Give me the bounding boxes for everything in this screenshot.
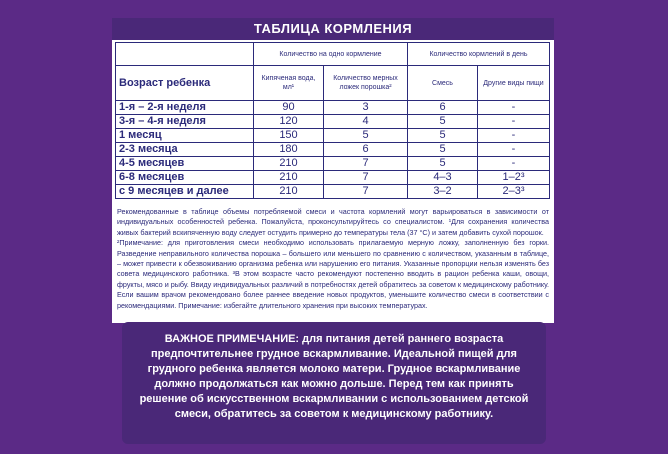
cell-other: - [478, 115, 550, 129]
header-other-food: Другие виды пищи [478, 66, 550, 101]
cell-age: 1 месяц [116, 129, 254, 143]
table-row [116, 101, 550, 115]
table-row [116, 171, 550, 185]
table-header-row [116, 66, 550, 101]
cell-age: 2-3 месяца [116, 143, 254, 157]
table-row [116, 157, 550, 171]
cell-formula: 5 [408, 143, 478, 157]
cell-water: 150 [254, 129, 324, 143]
page-title: ТАБЛИЦА КОРМЛЕНИЯ [112, 18, 554, 40]
cell-water: 210 [254, 157, 324, 171]
table-group-header-row [116, 43, 550, 66]
cell-other: - [478, 143, 550, 157]
cell-formula: 5 [408, 157, 478, 171]
cell-age: 4-5 месяцев [116, 157, 254, 171]
cell-other: 2–3³ [478, 185, 550, 199]
header-per-day: Количество кормлений в день [408, 43, 550, 66]
header-water: Кипяченая вода, мл¹ [254, 66, 324, 101]
table-row [116, 185, 550, 199]
header-formula: Смесь [408, 66, 478, 101]
cell-formula: 4–3 [408, 171, 478, 185]
cell-water: 90 [254, 101, 324, 115]
cell-age: 6-8 месяцев [116, 171, 254, 185]
cell-spoons: 4 [324, 115, 408, 129]
cell-other: 1–2³ [478, 171, 550, 185]
cell-other: - [478, 129, 550, 143]
cell-age: 3-я – 4-я неделя [116, 115, 254, 129]
header-per-feeding: Количество на одно кормление [254, 43, 408, 66]
table-row [116, 115, 550, 129]
cell-other: - [478, 157, 550, 171]
cell-spoons: 3 [324, 101, 408, 115]
cell-age: 1-я – 2-я неделя [116, 101, 254, 115]
table-row [116, 129, 550, 143]
cell-formula: 3–2 [408, 185, 478, 199]
cell-spoons: 5 [324, 129, 408, 143]
cell-spoons: 6 [324, 143, 408, 157]
cell-water: 210 [254, 171, 324, 185]
cell-spoons: 7 [324, 171, 408, 185]
cell-other: - [478, 101, 550, 115]
footnote-paragraph-1: Рекомендованные в таблице объемы потребляемой смеси и частота кормлений могут варьироваться в зависимости от индивидуальных особенностей ребенка. Пожалуйста, проконсультируйтесь со специалистом. ¹Для сохранения количества живых бактерий вскипяченную воду следует остудить примерно до температуры тела (37 °C) и затем добавить сухой порошок. [117, 207, 549, 237]
header-spoons: Количество мерных ложек порошка² [324, 66, 408, 101]
important-note-text: ВАЖНОЕ ПРИМЕЧАНИЕ: для питания детей раннего возраста предпочтительнее грудное вскармливание. Идеальной пищей для грудного ребенка является молоко матери. Грудное вскармливание должно продолжаться как можно дольше. Перед тем как принять решение об искусственном вскармливании с использованием детской смеси, обратитесь за советом к медицинскому работнику. [139, 333, 529, 420]
cell-water: 120 [254, 115, 324, 129]
header-age: Возраст ребенка [116, 66, 254, 101]
cell-age: с 9 месяцев и далее [116, 185, 254, 199]
footnote-paragraph-2: ²Примечание: для приготовления смеси необходимо использовать прилагаемую мерную ложку, заполненную без горки. Разведение неправильного количества порошка – большего или меньшего по сравнению с количеством, указанным в таблице, – может привести к обезвоживанию организма ребенка или нарушению его питания. Указанные пропорции нельзя изменять без совета медицинского работника. ³В этом возрасте часто рекомендуют постепенно вводить в рацион ребенка каши, овощи, фрукты, мясо и рыбу. Ввиду индивидуальных различий в потребностях детей обратитесь за советом к медицинскому работнику. Если вашим врачом рекомендовано более раннее введение новых продуктов, уменьшите количество смеси в соответствии с рекомендациями. Примечание: избегайте длительного хранения при высоких температурах. [117, 238, 549, 310]
cell-water: 180 [254, 143, 324, 157]
cell-spoons: 7 [324, 185, 408, 199]
cell-spoons: 7 [324, 157, 408, 171]
cell-formula: 5 [408, 129, 478, 143]
feeding-table [115, 42, 550, 199]
table-row [116, 143, 550, 157]
cell-water: 210 [254, 185, 324, 199]
cell-formula: 5 [408, 115, 478, 129]
cell-formula: 6 [408, 101, 478, 115]
important-note-box [122, 322, 546, 444]
header-empty-cell [116, 43, 254, 66]
footnotes [117, 207, 549, 311]
